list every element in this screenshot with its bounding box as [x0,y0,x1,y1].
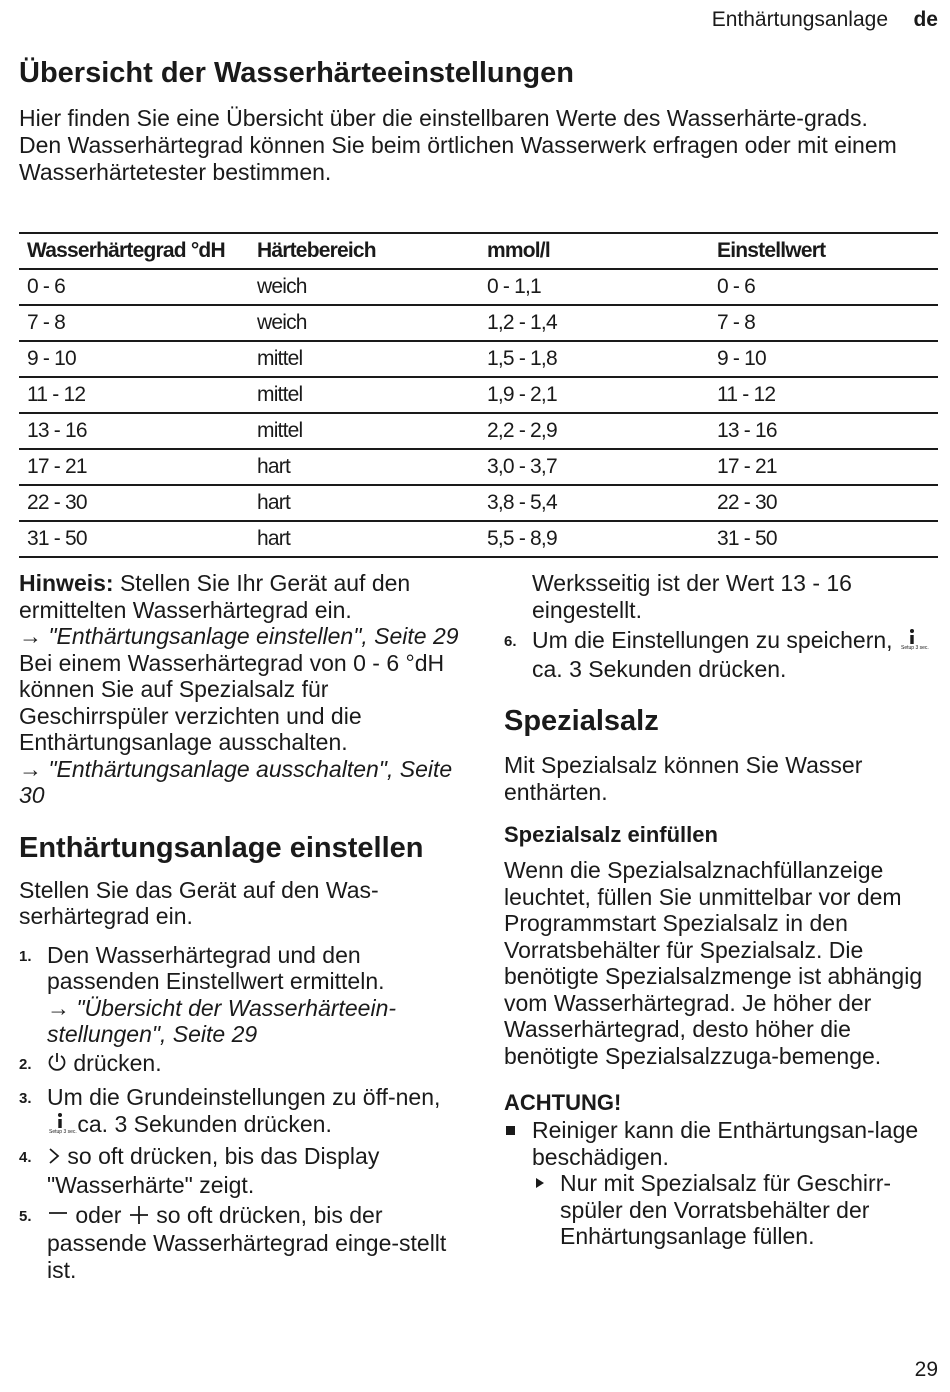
table-row [19,305,938,341]
step-text: Den Wasserhärtegrad und den passenden Einstellwert ermitteln. [47,941,385,994]
instruction-steps [19,942,459,1284]
step-text-pre: Um die Einstellungen zu speichern, [532,627,899,653]
cell-setting: 17 - 21 [709,449,938,485]
chevron-right-icon [47,1145,61,1172]
step-text-or: oder [69,1202,128,1229]
intro-text [19,105,939,186]
cell-range: weich [249,269,479,305]
cell-dh: 11 - 12 [19,377,249,413]
water-hardness-table [19,232,938,558]
cell-setting: 22 - 30 [709,485,938,521]
section-title-einstellen: Enthärtungsanlage einstellen [19,831,424,864]
intro-paragraph-1: Hier finden Sie eine Übersicht über die einstellbaren Werte des Wasserhärte-grads. [19,105,868,131]
section-title-spezialsalz: Spezialsalz [504,705,659,738]
header-language: de [913,8,938,31]
left-column [19,570,459,1283]
warning-subitem [504,1170,940,1250]
cell-range: hart [249,449,479,485]
step-5-continuation: Werksseitig ist der Wert 13 - 16 eingestellt. [532,570,852,623]
page-title: Übersicht der Wasserhärteeinstellungen [19,57,574,89]
step-6 [504,627,940,682]
cell-range: hart [249,485,479,521]
step-1 [19,942,459,1048]
table-header-row [19,233,938,269]
step-text: so oft drücken, bis das Display "Wasserhärte" zeigt. [47,1143,380,1198]
hint-label: Hinweis: [19,570,114,596]
col-header-range: Härtebereich [249,233,479,269]
table-row [19,485,938,521]
table-row [19,521,938,557]
setup-info-icon [899,628,929,656]
hint-text-2: Bei einem Wasserhärtegrad von 0 - 6 °dH können Sie auf Spezialsalz für Geschirrspüler verzichten und die Enthärtungsanlage ausschalten. [19,649,445,755]
svg-text:Setup 3 sec.: Setup 3 sec. [49,1128,77,1135]
plus-icon [128,1204,150,1231]
svg-text:Setup 3 sec.: Setup 3 sec. [900,645,929,652]
setup-info-icon [47,1112,77,1140]
page-number: 29 [914,1358,938,1381]
cell-mmol: 3,0 - 3,7 [479,449,709,485]
cell-mmol: 5,5 - 8,9 [479,521,709,557]
cell-setting: 9 - 10 [709,341,938,377]
intro-paragraph-2: Den Wasserhärtegrad können Sie beim örtlichen Wasserwerk erfragen oder mit einem Wasserhärtetester bestimmen. [19,132,897,185]
cell-range: mittel [249,413,479,449]
header-section: Enthärtungsanlage [711,8,888,31]
step-3 [19,1084,459,1139]
step-text-post: ca. 3 Sekunden drücken. [532,655,787,682]
instruction-steps-cont [504,627,940,682]
step-number: 5. [19,1208,32,1226]
step-4 [19,1143,459,1198]
cell-mmol: 1,9 - 2,1 [479,377,709,413]
minus-icon [47,1204,69,1231]
step-number: 2. [19,1055,32,1073]
right-column [504,570,940,1250]
cell-mmol: 1,2 - 1,4 [479,305,709,341]
cell-dh: 13 - 16 [19,413,249,449]
step-5 [19,1202,459,1283]
hint-reference-link-2[interactable]: → "Enthärtungsanlage ausschalten", Seite 30 [19,755,453,808]
table-row [19,341,938,377]
cell-setting: 0 - 6 [709,269,938,305]
col-header-mmol: mmol/l [479,233,709,269]
cell-dh: 31 - 50 [19,521,249,557]
step-number: 3. [19,1090,32,1108]
fill-text: Wenn die Spezialsalznachfüllanzeige leuchtet, füllen Sie unmittelbar vor dem Programmstart Spezialsalz in den Vorratsbehälter für Spezialsalz. Die benötigte Spezialsalzmenge ist abhängig vom Wasserhärtegrad. Je höher der Wasserhärtegrad, desto höher die benötigte Spezialsalzzuga-bemenge. [504,857,923,1069]
cell-dh: 22 - 30 [19,485,249,521]
cell-range: weich [249,305,479,341]
cell-range: mittel [249,341,479,377]
power-icon [47,1051,67,1079]
cell-range: hart [249,521,479,557]
step-2 [19,1050,459,1079]
table-row [19,377,938,413]
step-number: 1. [19,947,32,965]
section-intro: Stellen Sie das Gerät auf den Was-serhärtegrad ein. [19,876,379,929]
cell-mmol: 0 - 1,1 [479,269,709,305]
cell-range: mittel [249,377,479,413]
col-header-setting: Einstellwert [709,233,938,269]
bullet-square-icon [506,1126,515,1135]
step-text-post: ca. 3 Sekunden drücken. [71,1110,332,1137]
cell-mmol: 3,8 - 5,4 [479,485,709,521]
step-text: drücken. [67,1049,162,1076]
cell-mmol: 2,2 - 2,9 [479,413,709,449]
warning-title: ACHTUNG! [504,1090,622,1116]
table-row [19,449,938,485]
salt-intro: Mit Spezialsalz können Sie Wasser enthärten. [504,752,863,805]
hint-paragraph [19,570,459,623]
subsection-title-einfuellen: Spezialsalz einfüllen [504,822,718,848]
cell-dh: 0 - 6 [19,269,249,305]
step-reference-link[interactable]: → "Übersicht der Wasserhärteein-stellungen", Seite 29 [47,994,397,1047]
cell-setting: 31 - 50 [709,521,938,557]
cell-setting: 13 - 16 [709,413,938,449]
step-number: 6. [504,633,517,650]
table-row [19,269,938,305]
cell-dh: 9 - 10 [19,341,249,377]
cell-dh: 7 - 8 [19,305,249,341]
cell-dh: 17 - 21 [19,449,249,485]
warning-text: Reiniger kann die Enthärtungsan-lage beschädigen. [532,1117,919,1170]
cell-setting: 11 - 12 [709,377,938,413]
hint-reference-link[interactable]: → "Enthärtungsanlage einstellen", Seite 29 [19,623,459,649]
warning-subtext: Nur mit Spezialsalz für Geschirr-spüler den Vorratsbehälter der Enhärtungsanlage füllen. [560,1170,892,1250]
warning-item [504,1117,940,1170]
cell-mmol: 1,5 - 1,8 [479,341,709,377]
hint-text: Stellen Sie Ihr Gerät auf den ermittelten Wasserhärtegrad ein. [19,570,411,623]
step-number: 4. [19,1149,32,1167]
step-text: so oft drücken, bis der passende Wasserhärtegrad einge-stellt ist. [47,1202,447,1283]
col-header-hardness-dh: Wasserhärtegrad °dH [19,233,249,269]
bullet-triangle-icon [536,1178,544,1188]
step-text-pre: Um die Grundeinstellungen zu öff-nen, [47,1084,441,1111]
cell-setting: 7 - 8 [709,305,938,341]
table-row [19,413,938,449]
